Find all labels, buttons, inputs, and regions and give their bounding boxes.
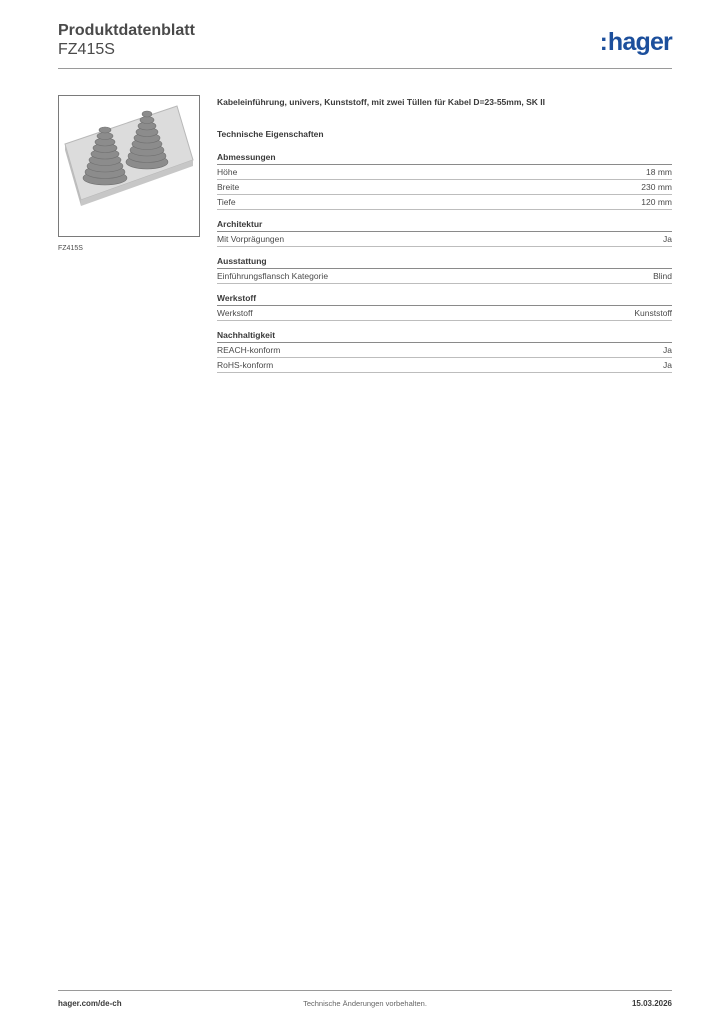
- spec-label: REACH-konform: [217, 345, 281, 355]
- hager-logo: :hager: [599, 28, 672, 56]
- cable-gland-illustration: [59, 96, 199, 236]
- spec-label: Höhe: [217, 167, 238, 177]
- document-title: Produktdatenblatt: [58, 22, 195, 39]
- group-title: Ausstattung: [217, 256, 672, 269]
- section-heading: Technische Eigenschaften: [217, 129, 324, 139]
- spec-label: Mit Vorprägungen: [217, 234, 285, 244]
- spec-group-abmessungen: [217, 152, 672, 210]
- spec-row: [217, 195, 672, 210]
- spec-value: 18 mm: [646, 167, 672, 177]
- page-footer: [58, 990, 672, 1013]
- image-caption: FZ415S: [58, 245, 83, 252]
- disclaimer-text: Technische Änderungen vorbehalten.: [303, 999, 427, 1008]
- spec-row: [217, 180, 672, 195]
- spec-row: [217, 358, 672, 373]
- spec-group-nachhaltigkeit: [217, 330, 672, 373]
- spec-value: 120 mm: [641, 197, 672, 207]
- page-header: [58, 20, 672, 69]
- spec-label: Werkstoff: [217, 308, 253, 318]
- spec-row: [217, 306, 672, 321]
- spec-label: Einführungsflansch Kategorie: [217, 271, 329, 281]
- spec-value: Kunststoff: [634, 308, 672, 318]
- group-title: Abmessungen: [217, 152, 672, 165]
- spec-label: Tiefe: [217, 197, 236, 207]
- group-title: Architektur: [217, 219, 672, 232]
- spec-group-werkstoff: [217, 293, 672, 321]
- group-title: Nachhaltigkeit: [217, 330, 672, 343]
- group-title: Werkstoff: [217, 293, 672, 306]
- spec-row: [217, 269, 672, 284]
- spec-row: [217, 343, 672, 358]
- spec-value: Ja: [663, 234, 672, 244]
- spec-row: [217, 232, 672, 247]
- spec-label: Breite: [217, 182, 240, 192]
- logo-text: hager: [607, 28, 672, 56]
- product-code: FZ415S: [58, 41, 115, 58]
- spec-row: [217, 165, 672, 180]
- spec-group-ausstattung: [217, 256, 672, 284]
- spec-value: 230 mm: [641, 182, 672, 192]
- spec-group-architektur: [217, 219, 672, 247]
- spec-value: Ja: [663, 360, 672, 370]
- product-description: Kabeleinführung, univers, Kunststoff, mit zwei Tüllen für Kabel D=23-55mm, SK II: [217, 97, 546, 107]
- spec-value: Blind: [653, 271, 672, 281]
- spec-label: RoHS-konform: [217, 360, 274, 370]
- website-link[interactable]: hager.com/de-ch: [58, 999, 122, 1008]
- product-image: [58, 95, 200, 237]
- spec-value: Ja: [663, 345, 672, 355]
- spec-content: [217, 97, 672, 373]
- document-date: 15.03.2026: [631, 999, 672, 1008]
